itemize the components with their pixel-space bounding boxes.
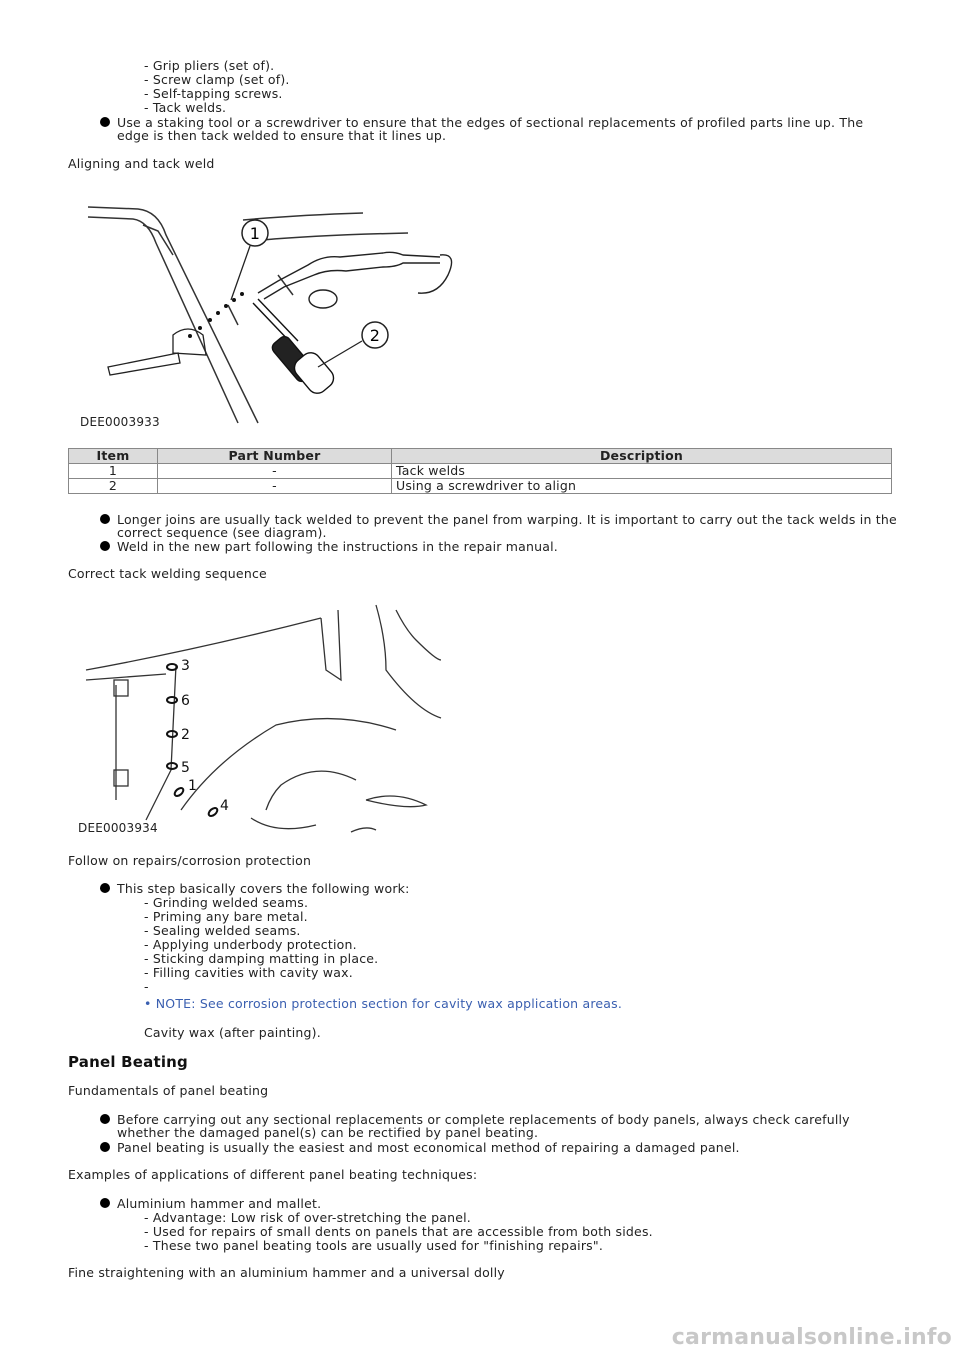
sequence-label: 5 xyxy=(181,760,191,776)
bullet-icon xyxy=(100,1198,110,1208)
sequence-label: 3 xyxy=(181,658,191,674)
figure1-code: DEE0003933 xyxy=(80,415,160,429)
staking-instruction: Use a staking tool or a screwdriver to ensure that the edges of sectional replacements of profiled parts line up. The edge is then tack welded to ensure that it lines up. xyxy=(117,115,864,143)
figure-aligning-tack-weld xyxy=(78,195,458,430)
fundamentals-text: Fundamentals of panel beating xyxy=(68,1083,269,1098)
caption-sequence: Correct tack welding sequence xyxy=(68,566,267,581)
joins-instruction: Longer joins are usually tack welded to prevent the panel from warping. It is important to carry out the tack welds in the correct sequence (see diagram). xyxy=(117,512,897,540)
watermark: carmanualsonline.info xyxy=(671,1325,952,1350)
examples-text: Examples of applications of different panel beating techniques: xyxy=(68,1167,478,1182)
bullet-icon xyxy=(100,1142,110,1152)
bullet-icon xyxy=(100,1114,110,1124)
aluminium-list-item: - Advantage: Low risk of over-stretching the panel. xyxy=(144,1210,471,1225)
tool-list-item: - Tack welds. xyxy=(144,100,227,115)
cell-item: 2 xyxy=(69,479,158,494)
bullet-icon xyxy=(100,117,110,127)
weld-instruction: Weld in the new part following the instructions in the repair manual. xyxy=(117,539,558,554)
table-row xyxy=(69,479,892,494)
parts-table xyxy=(68,448,892,494)
cell-part-number: - xyxy=(158,464,392,479)
col-part-number: Part Number xyxy=(158,449,392,464)
note-text: • NOTE: See corrosion protection section for cavity wax application areas. xyxy=(144,996,623,1011)
aluminium-list-item: - Used for repairs of small dents on panels that are accessible from both sides. xyxy=(144,1224,653,1239)
figure-tack-sequence xyxy=(76,600,446,838)
last-line-text: Fine straightening with an aluminium hammer and a universal dolly xyxy=(68,1265,505,1280)
work-instruction: This step basically covers the following work: xyxy=(117,881,410,896)
sequence-label: 2 xyxy=(181,727,191,743)
cell-item: 1 xyxy=(69,464,158,479)
cavity-wax-text: Cavity wax (after painting). xyxy=(144,1025,321,1040)
table-row xyxy=(69,464,892,479)
panel-check-instruction: Before carrying out any sectional replacements or complete replacements of body panels, always check carefully whether the damaged panel(s) can be rectified by panel beating. xyxy=(117,1112,850,1140)
work-list-item: - Sealing welded seams. xyxy=(144,923,301,938)
caption-follow: Follow on repairs/corrosion protection xyxy=(68,853,312,868)
sequence-label: 1 xyxy=(188,778,198,794)
tool-list-item: - Grip pliers (set of). xyxy=(144,58,275,73)
sequence-label: 6 xyxy=(181,693,191,709)
bullet-icon xyxy=(100,514,110,524)
work-list-item: - Priming any bare metal. xyxy=(144,909,308,924)
sequence-label: 4 xyxy=(220,798,230,814)
panel-beating-instruction: Panel beating is usually the easiest and most economical method of repairing a damaged panel. xyxy=(117,1140,740,1155)
tool-list-item: - Screw clamp (set of). xyxy=(144,72,290,87)
figure2-code: DEE0003934 xyxy=(78,821,158,835)
cell-part-number: - xyxy=(158,479,392,494)
callout-1: 1 xyxy=(249,224,261,243)
bullet-icon xyxy=(100,883,110,893)
aluminium-instruction: Aluminium hammer and mallet. xyxy=(117,1196,322,1211)
work-list-item: - Sticking damping matting in place. xyxy=(144,951,379,966)
section-title: Panel Beating xyxy=(68,1053,188,1071)
callout-2: 2 xyxy=(369,326,381,345)
caption-aligning: Aligning and tack weld xyxy=(68,156,215,171)
tool-list-item: - Self-tapping screws. xyxy=(144,86,283,101)
table-header-row xyxy=(69,449,892,464)
col-description: Description xyxy=(392,449,892,464)
work-list-item: - Applying underbody protection. xyxy=(144,937,357,952)
work-list-item: - Filling cavities with cavity wax. xyxy=(144,965,353,980)
col-item: Item xyxy=(69,449,158,464)
cell-description: Using a screwdriver to align xyxy=(392,479,892,494)
cell-description: Tack welds xyxy=(392,464,892,479)
aluminium-list-item: - These two panel beating tools are usually used for "finishing repairs". xyxy=(144,1238,604,1253)
work-list-item: - xyxy=(144,979,149,994)
work-list-item: - Grinding welded seams. xyxy=(144,895,309,910)
bullet-icon xyxy=(100,541,110,551)
